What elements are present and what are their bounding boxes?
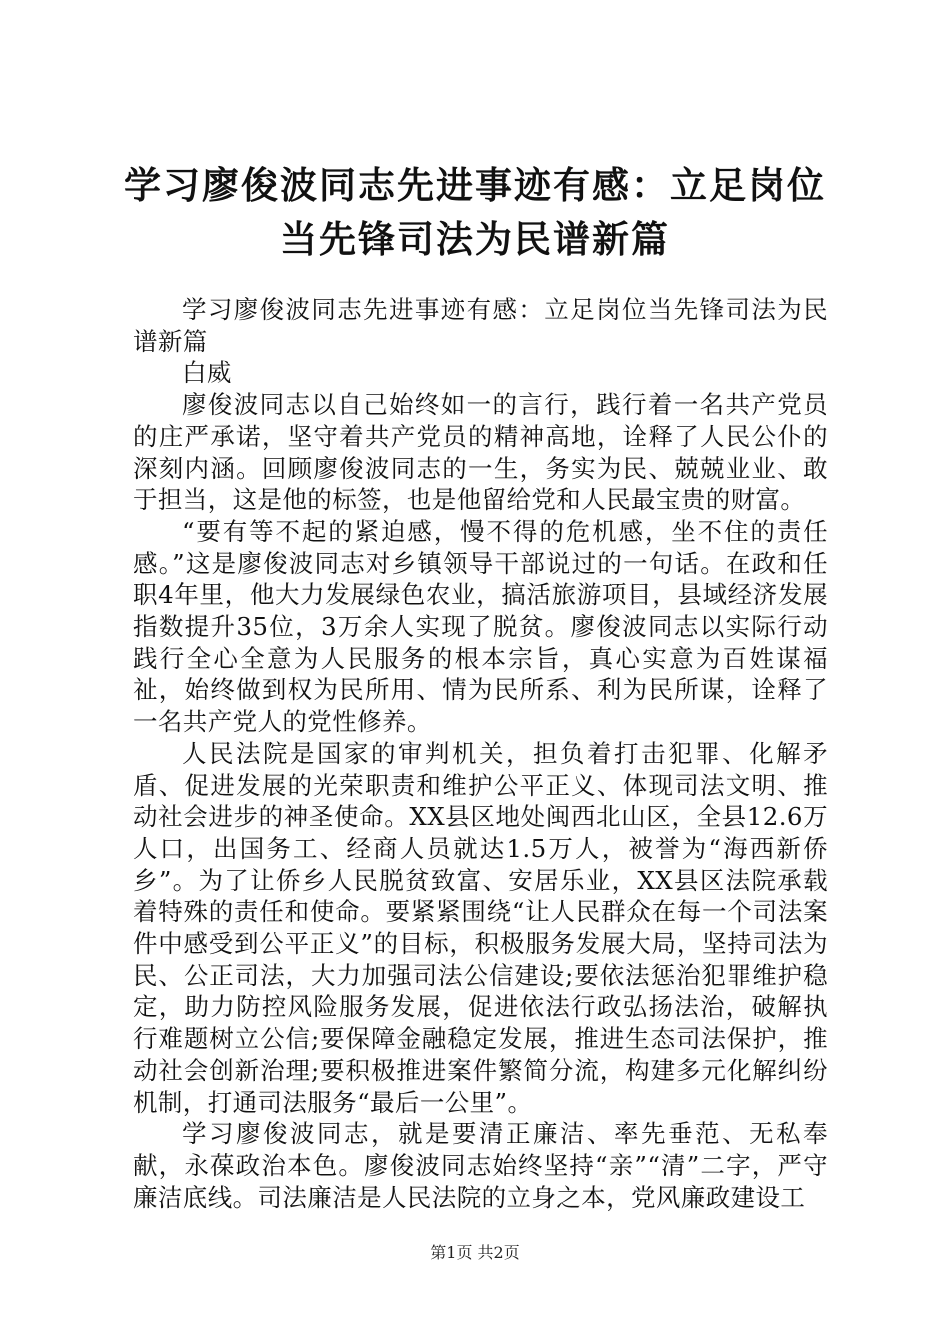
body-paragraph: 廖俊波同志以自己始终如一的言行，践行着一名共产党员的庄严承诺，坚守着共产党员的精神高地，诠释了人民公仆的深刻内涵。回顾廖俊波同志的一生，务实为民、兢兢业业、敢于担当，这是他的标签，也是他留给党和人民最宝贵的财富。 xyxy=(133,390,828,515)
document-body xyxy=(133,294,828,1213)
body-paragraph: 学习廖俊波同志，就是要清正廉洁、率先垂范、无私奉献，永葆政治本色。廖俊波同志始终坚持“亲”“清”二字，严守廉洁底线。司法廉洁是人民法院的立身之本，党风廉政建设工 xyxy=(133,1119,828,1212)
body-paragraph: “要有等不起的紧迫感，慢不得的危机感，坐不住的责任感。”这是廖俊波同志对乡镇领导干部说过的一句话。在政和任职4年里，他大力发展绿色农业，搞活旅游项目，县域经济发展指数提升35位，3万余人实现了脱贫。廖俊波同志以实际行动践行全心全意为人民服务的根本宗旨，真心实意为百姓谋福祉，始终做到权为民所用、情为民所系、利为民所谋，诠释了一名共产党人的党性修养。 xyxy=(133,516,828,737)
page-footer: 第1页 共2页 xyxy=(430,1243,520,1262)
body-paragraph: 人民法院是国家的审判机关，担负着打击犯罪、化解矛盾、促进发展的光荣职责和维护公平正义、体现司法文明、推动社会进步的神圣使命。XX县区地处闽西北山区，全县12.6万人口，出国务工、经商人员就达1.5万人，被誉为“海西新侨乡”。为了让侨乡人民脱贫致富、安居乐业，XX县区法院承载着特殊的责任和使命。要紧紧围绕“让人民群众在每一个司法案件中感受到公平正义”的目标，积极服务发展大局，坚持司法为民、公正司法，大力加强司法公信建设;要依法惩治犯罪维护稳定，助力防控风险服务发展，促进依法行政弘扬法治，破解执行难题树立公信;要保障金融稳定发展，推进生态司法保护，推动社会创新治理;要积极推进案件繁简分流，构建多元化解纠纷机制，打通司法服务“最后一公里”。 xyxy=(133,738,828,1117)
document-title: 学习廖俊波同志先进事迹有感：立足岗位当先锋司法为民谱新篇 xyxy=(124,163,826,261)
subtitle-paragraph: 学习廖俊波同志先进事迹有感：立足岗位当先锋司法为民谱新篇 xyxy=(133,295,828,356)
author-name: 白威 xyxy=(182,358,232,388)
